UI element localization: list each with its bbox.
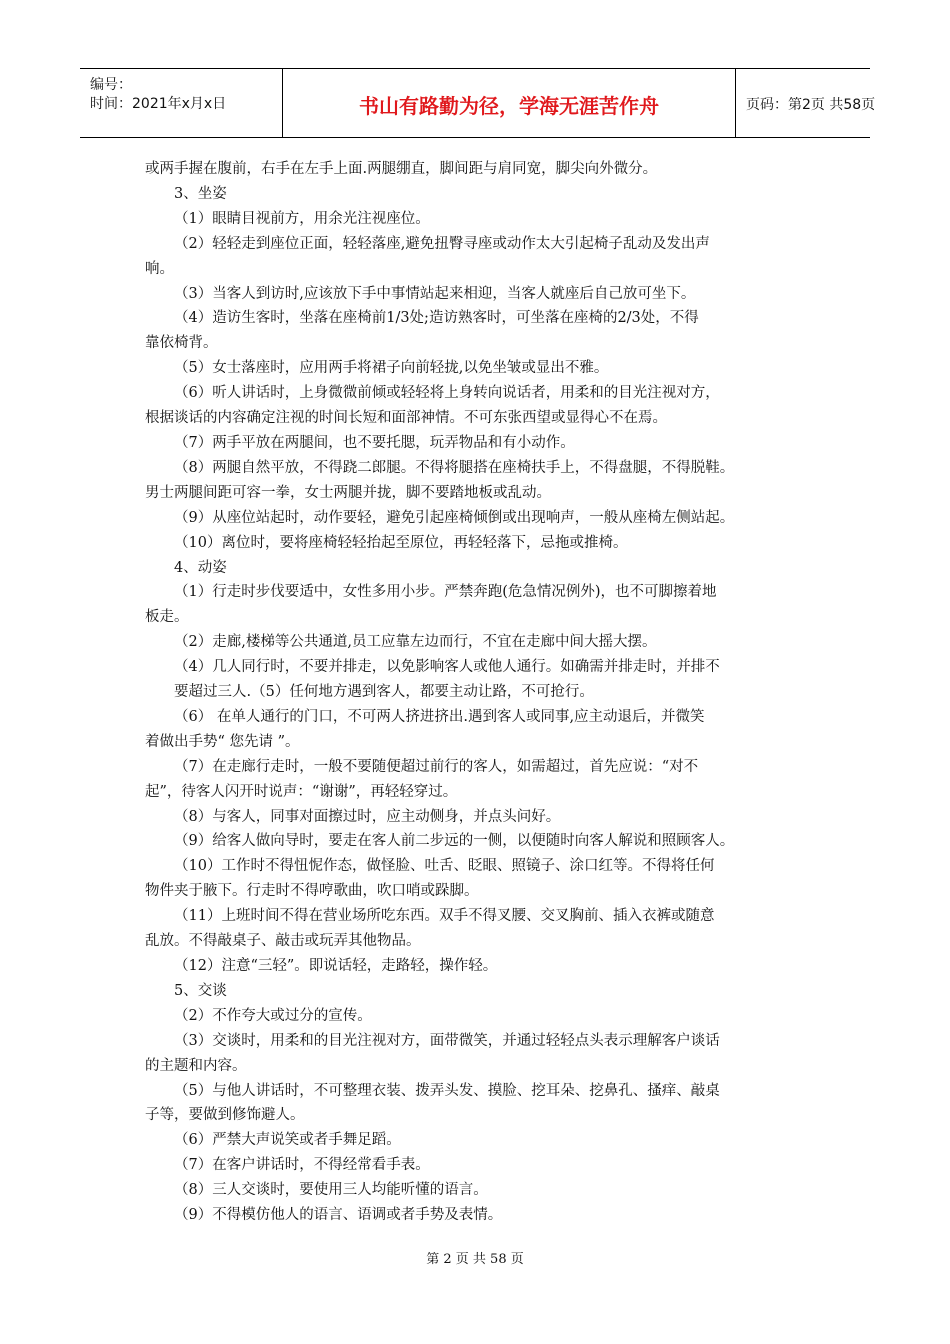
- text-line: 要超过三人.（5）任何地方遇到客人，都要主动让路，不可抢行。: [174, 684, 594, 701]
- page-footer: 第 2 页 共 58 页: [426, 1252, 524, 1267]
- time-label: 时间：2021年x月x日: [90, 96, 227, 112]
- text-line: （5）与他人讲话时，不可整理衣装、拨弄头发、摸脸、挖耳朵、挖鼻孔、搔痒、敲桌: [174, 1082, 720, 1099]
- text-line: （8）与客人，同事对面擦过时，应主动侧身，并点头问好。: [174, 808, 561, 825]
- header-meta-cell: [80, 69, 283, 137]
- text-line: 板走。: [145, 609, 189, 626]
- text-line: （2）走廊,楼梯等公共通道,员工应靠左边而行，不宜在走廊中间大摇大摆。: [174, 634, 657, 651]
- text-line: （8）三人交谈时，要使用三人均能听懂的语言。: [174, 1182, 488, 1199]
- text-line: 5、交谈: [174, 982, 227, 999]
- text-line: 4、动姿: [174, 559, 227, 576]
- text-line: （10）工作时不得忸怩作态，做怪脸、吐舌、眨眼、照镜子、涂口红等。不得将任何: [174, 858, 715, 875]
- motto: 书山有路勤为径，学海无涯苦作舟: [359, 94, 659, 118]
- text-line: （1）行走时步伐要适中，女性多用小步。严禁奔跑(危急情况例外)，也不可脚擦着地: [174, 584, 717, 601]
- text-line: 或两手握在腹前，右手在左手上面.两腿绷直，脚间距与肩同宽，脚尖向外微分。: [145, 161, 658, 177]
- header-motto-cell: [283, 69, 736, 137]
- text-line: 子等，要做到修饰避人。: [145, 1107, 305, 1124]
- text-line: （3）当客人到访时,应该放下手中事情站起来相迎，当客人就座后自己放可坐下。: [174, 285, 696, 302]
- number-label: 编号：: [90, 77, 132, 93]
- text-line: 物件夹于腋下。行走时不得哼歌曲，吹口哨或跺脚。: [145, 883, 479, 900]
- text-line: 的主题和内容。: [145, 1057, 247, 1074]
- document-body: [145, 157, 825, 1228]
- text-line: （12）注意“三轻”。即说话轻，走路轻，操作轻。: [174, 958, 498, 974]
- text-line: （8）两腿自然平放，不得跷二郎腿。不得将腿搭在座椅扶手上，不得盘腿，不得脱鞋。: [174, 459, 735, 476]
- text-line: （4）造访生客时，坐落在座椅前1/3处;造访熟客时，可坐落在座椅的2/3处，不得: [174, 310, 699, 327]
- text-line: 3、坐姿: [174, 185, 227, 202]
- text-line: （2）轻轻走到座位正面，轻轻落座,避免扭臀寻座或动作太大引起椅子乱动及发出声: [174, 235, 710, 252]
- text-line: 响。: [145, 260, 174, 277]
- page-header: [80, 68, 876, 138]
- text-line: 根据谈话的内容确定注视的时间长短和面部神情。不可东张西望或显得心不在焉。: [145, 410, 667, 427]
- text-line: 乱放。不得敲桌子、敲击或玩弄其他物品。: [145, 933, 421, 950]
- text-line: （1）眼睛目视前方，用余光注视座位。: [174, 210, 430, 227]
- text-line: （10）离位时，要将座椅轻轻抬起至原位，再轻轻落下，忌拖或推椅。: [174, 534, 628, 551]
- text-line: （7）两手平放在两腿间，也不要托腮，玩弄物品和有小动作。: [174, 434, 575, 451]
- text-line: （9）从座位站起时，动作要轻，避免引起座椅倾倒或出现响声，一般从座椅左侧站起。: [174, 509, 735, 526]
- text-line: 靠依椅背。: [145, 335, 218, 352]
- text-line: （6） 在单人通行的门口，不可两人挤进挤出.遇到客人或同事,应主动退后，并微笑: [174, 708, 705, 725]
- text-line: （6）严禁大声说笑或者手舞足蹈。: [174, 1132, 401, 1149]
- text-line: 着做出手势“ 您先请 ”。: [145, 733, 300, 750]
- text-line: （3）交谈时，用柔和的目光注视对方，面带微笑，并通过轻轻点头表示理解客户谈话: [174, 1032, 720, 1049]
- text-line: （7）在走廊行走时，一般不要随便超过前行的客人，如需超过，首先应说：“对不: [174, 758, 699, 775]
- text-line: 男士两腿间距可容一拳，女士两腿并拢，脚不要踏地板或乱动。: [145, 484, 551, 501]
- text-line: （9）给客人做向导时，要走在客人前二步远的一侧，以便随时向客人解说和照顾客人。: [174, 833, 735, 850]
- text-line: （6）听人讲话时，上身微微前倾或轻轻将上身转向说话者，用柔和的目光注视对方，: [174, 385, 720, 402]
- text-line: （11）上班时间不得在营业场所吃东西。双手不得叉腰、交叉胸前、插入衣裤或随意: [174, 908, 715, 925]
- text-line: （4）几人同行时，不要并排走，以免影响客人或他人通行。如确需并排走时，并排不: [174, 659, 720, 676]
- text-line: （2）不作夸大或过分的宣传。: [174, 1007, 372, 1024]
- text-line: （7）在客户讲话时，不得经常看手表。: [174, 1157, 430, 1174]
- text-line: 起”，待客人闪开时说声：“谢谢”，再轻轻穿过。: [145, 783, 458, 800]
- page-info: 页码：第2页 共58页: [746, 97, 876, 113]
- text-line: （9）不得模仿他人的语言、语调或者手势及表情。: [174, 1207, 503, 1224]
- header-page-cell: [736, 69, 876, 137]
- text-line: （5）女士落座时，应用两手将裙子向前轻拢,以免坐皱或显出不雅。: [174, 360, 609, 377]
